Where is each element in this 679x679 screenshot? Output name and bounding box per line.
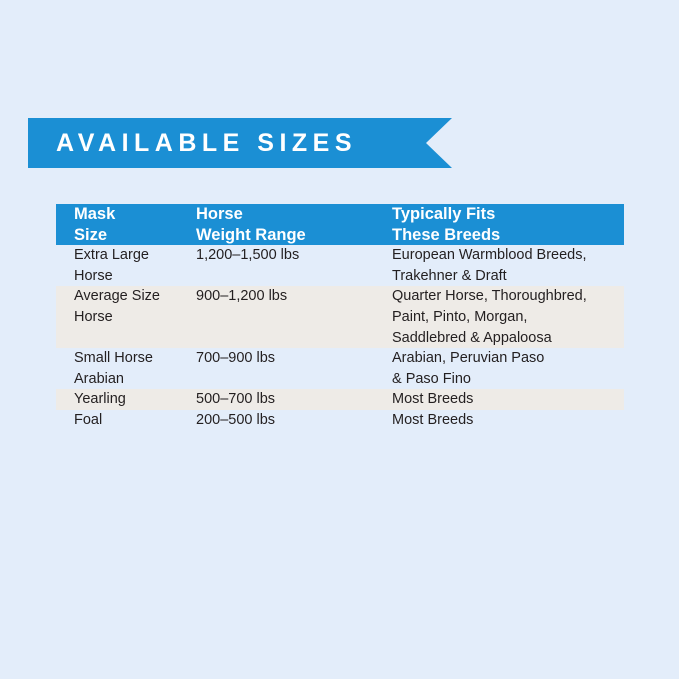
cell-line: Horse bbox=[74, 267, 113, 284]
cell-line: & Paso Fino bbox=[392, 370, 471, 387]
header-line: Mask bbox=[74, 205, 116, 223]
header-line: Horse bbox=[196, 205, 243, 223]
cell-line: Saddlebred & Appaloosa bbox=[392, 329, 552, 346]
header-line: Typically Fits bbox=[392, 205, 496, 223]
table-header-row bbox=[56, 204, 624, 245]
column-header-horse-weight-range bbox=[190, 204, 386, 245]
cell-line: Yearling bbox=[74, 391, 126, 408]
cell-line: European Warmblood Breeds, bbox=[392, 247, 587, 264]
cell-breeds bbox=[386, 348, 624, 389]
cell-mask-size bbox=[56, 410, 190, 431]
column-header-typically-fits-these-breeds bbox=[386, 204, 624, 245]
cell-line: Paint, Pinto, Morgan, bbox=[392, 308, 528, 325]
cell-mask-size bbox=[56, 348, 190, 389]
cell-breeds bbox=[386, 410, 624, 431]
header-line: Size bbox=[74, 225, 108, 244]
cell-line: Most Breeds bbox=[392, 411, 474, 428]
available-sizes-banner bbox=[28, 118, 458, 168]
cell-line: Arabian, Peruvian Paso bbox=[392, 350, 545, 367]
table-row bbox=[56, 410, 624, 431]
cell-line: Extra Large bbox=[74, 247, 149, 264]
table-row bbox=[56, 389, 624, 410]
cell-weight-range bbox=[190, 410, 386, 431]
header-line: These Breeds bbox=[392, 225, 501, 244]
cell-line: Trakehner & Draft bbox=[392, 267, 507, 284]
cell-mask-size bbox=[56, 245, 190, 286]
cell-breeds bbox=[386, 245, 624, 286]
table-header bbox=[56, 204, 624, 245]
cell-weight-range bbox=[190, 348, 386, 389]
column-header-mask-size bbox=[56, 204, 190, 245]
cell-line: Arabian bbox=[74, 370, 124, 387]
header-line: Weight Range bbox=[196, 225, 306, 244]
cell-line: 200–500 lbs bbox=[196, 411, 276, 428]
cell-breeds bbox=[386, 389, 624, 410]
cell-line: Foal bbox=[74, 411, 103, 428]
cell-weight-range bbox=[190, 389, 386, 410]
cell-breeds bbox=[386, 286, 624, 348]
cell-mask-size bbox=[56, 389, 190, 410]
cell-line: Most Breeds bbox=[392, 391, 474, 408]
table-row bbox=[56, 245, 624, 286]
cell-line: 900–1,200 lbs bbox=[196, 288, 288, 305]
page-title: AVAILABLE SIZES bbox=[56, 129, 358, 157]
cell-line: 1,200–1,500 lbs bbox=[196, 247, 300, 264]
table-row bbox=[56, 286, 624, 348]
cell-weight-range bbox=[190, 245, 386, 286]
table-row bbox=[56, 348, 624, 389]
cell-line: Small Horse bbox=[74, 350, 153, 367]
cell-line: 700–900 lbs bbox=[196, 350, 276, 367]
cell-line: 500–700 lbs bbox=[196, 391, 276, 408]
table-body bbox=[56, 245, 624, 430]
cell-line: Horse bbox=[74, 308, 113, 325]
cell-mask-size bbox=[56, 286, 190, 348]
size-chart-table bbox=[56, 204, 624, 430]
cell-weight-range bbox=[190, 286, 386, 348]
banner-arrow-point bbox=[426, 118, 452, 168]
cell-line: Quarter Horse, Thoroughbred, bbox=[392, 288, 587, 305]
cell-line: Average Size bbox=[74, 288, 160, 305]
